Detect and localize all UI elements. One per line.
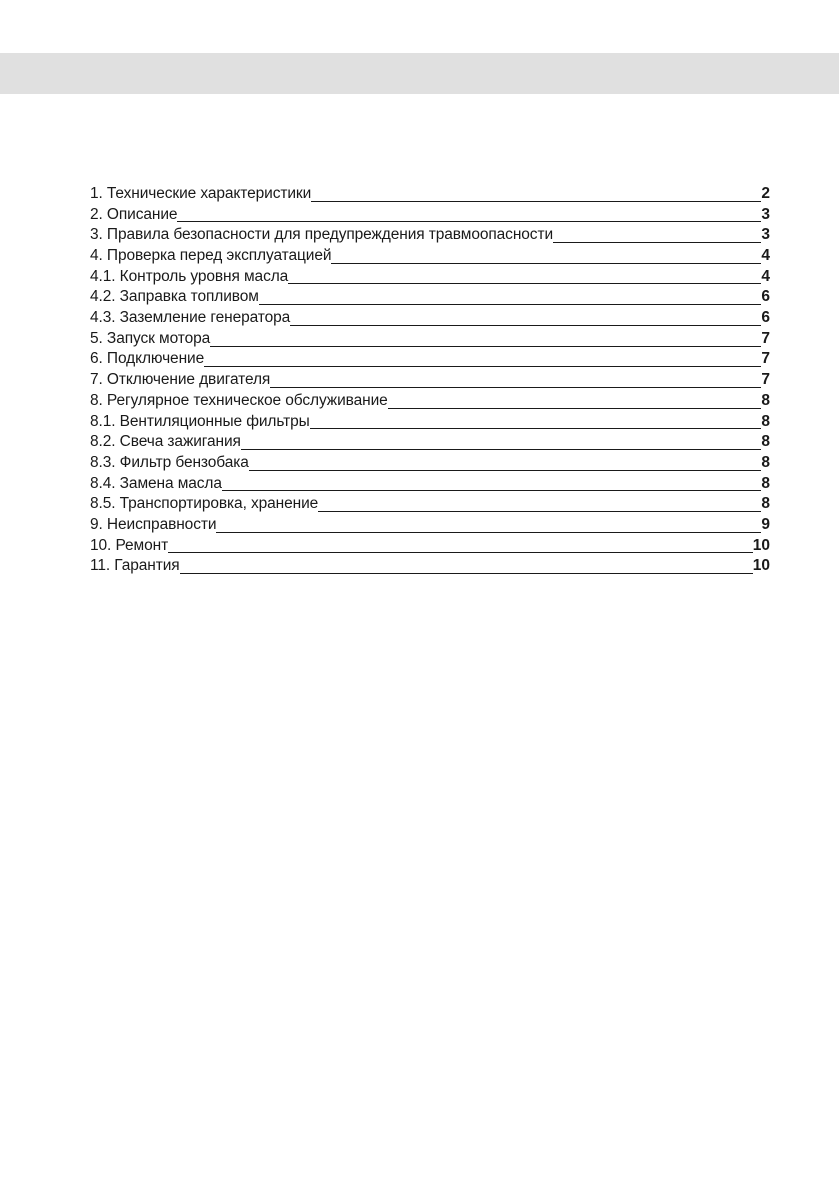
- toc-leader: [553, 242, 761, 243]
- toc-title: 4. Проверка перед эксплуатацией: [90, 247, 332, 265]
- toc-title: 9. Неисправности: [90, 515, 217, 533]
- toc-row[interactable]: [90, 412, 770, 433]
- toc-leader: [249, 470, 762, 471]
- toc-page-number: 3: [761, 226, 770, 244]
- toc-leader: [204, 366, 761, 367]
- toc-page-number: 4: [761, 247, 770, 265]
- toc-row[interactable]: [90, 246, 770, 267]
- toc-row[interactable]: [90, 350, 770, 371]
- toc-title: 1. Технические характеристики: [90, 184, 312, 202]
- toc-leader: [177, 221, 761, 222]
- toc-leader: [318, 511, 761, 512]
- toc-row[interactable]: [90, 515, 770, 536]
- toc-row[interactable]: [90, 432, 770, 453]
- toc-row[interactable]: [90, 267, 770, 288]
- toc-page-number: 7: [761, 329, 770, 347]
- toc-leader: [180, 573, 753, 574]
- toc-leader: [168, 552, 753, 553]
- toc-page-number: 8: [761, 453, 770, 471]
- header-band: [0, 53, 839, 94]
- toc-leader: [310, 428, 762, 429]
- toc-page-number: 8: [761, 391, 770, 409]
- toc-title: 8.2. Свеча зажигания: [90, 433, 241, 451]
- toc-row[interactable]: [90, 453, 770, 474]
- toc-title: 8.5. Транспортировка, хранение: [90, 495, 319, 513]
- toc-row[interactable]: [90, 536, 770, 557]
- toc-page-number: 10: [752, 536, 770, 554]
- toc-leader: [216, 532, 761, 533]
- toc-row[interactable]: [90, 329, 770, 350]
- toc-row[interactable]: [90, 308, 770, 329]
- toc-page-number: 8: [761, 433, 770, 451]
- toc-title: 4.2. Заправка топливом: [90, 288, 259, 306]
- toc-title: 5. Запуск мотора: [90, 329, 211, 347]
- toc-leader: [270, 387, 761, 388]
- toc-leader: [388, 408, 762, 409]
- toc-page-number: 7: [761, 350, 770, 368]
- toc-page-number: 8: [761, 412, 770, 430]
- toc-page-number: 7: [761, 371, 770, 389]
- toc-title: 4.1. Контроль уровня масла: [90, 267, 289, 285]
- toc-row[interactable]: [90, 391, 770, 412]
- toc-row[interactable]: [90, 494, 770, 515]
- toc-row[interactable]: [90, 556, 770, 577]
- toc-leader: [210, 346, 761, 347]
- toc-title: 8.1. Вентиляционные фильтры: [90, 412, 310, 430]
- toc-page-number: 8: [761, 495, 770, 513]
- toc-title: 8. Регулярное техническое обслуживание: [90, 391, 388, 409]
- toc-row[interactable]: [90, 225, 770, 246]
- toc-leader: [259, 304, 762, 305]
- toc-title: 8.4. Замена масла: [90, 474, 222, 492]
- table-of-contents: [90, 184, 770, 577]
- toc-page-number: 9: [761, 515, 770, 533]
- toc-page-number: 6: [761, 309, 770, 327]
- toc-leader: [288, 283, 761, 284]
- toc-page-number: 10: [752, 557, 770, 575]
- toc-row[interactable]: [90, 184, 770, 205]
- toc-page-number: 3: [761, 205, 770, 223]
- toc-title: 7. Отключение двигателя: [90, 371, 271, 389]
- toc-leader: [290, 325, 761, 326]
- toc-page-number: 4: [761, 267, 770, 285]
- toc-title: 3. Правила безопасности для предупреждения травмоопасности: [90, 226, 554, 244]
- toc-leader: [311, 201, 761, 202]
- toc-title: 8.3. Фильтр бензобака: [90, 453, 249, 471]
- toc-leader: [331, 263, 761, 264]
- toc-row[interactable]: [90, 205, 770, 226]
- toc-title: 6. Подключение: [90, 350, 205, 368]
- toc-page-number: 6: [761, 288, 770, 306]
- toc-page-number: 8: [761, 474, 770, 492]
- toc-title: 10. Ремонт: [90, 536, 169, 554]
- toc-leader: [241, 449, 762, 450]
- toc-title: 2. Описание: [90, 205, 178, 223]
- toc-title: 11. Гарантия: [90, 557, 180, 575]
- toc-row[interactable]: [90, 287, 770, 308]
- toc-row[interactable]: [90, 370, 770, 391]
- toc-title: 4.3. Заземление генератора: [90, 309, 291, 327]
- toc-leader: [222, 490, 761, 491]
- toc-row[interactable]: [90, 474, 770, 495]
- toc-page-number: 2: [761, 184, 770, 202]
